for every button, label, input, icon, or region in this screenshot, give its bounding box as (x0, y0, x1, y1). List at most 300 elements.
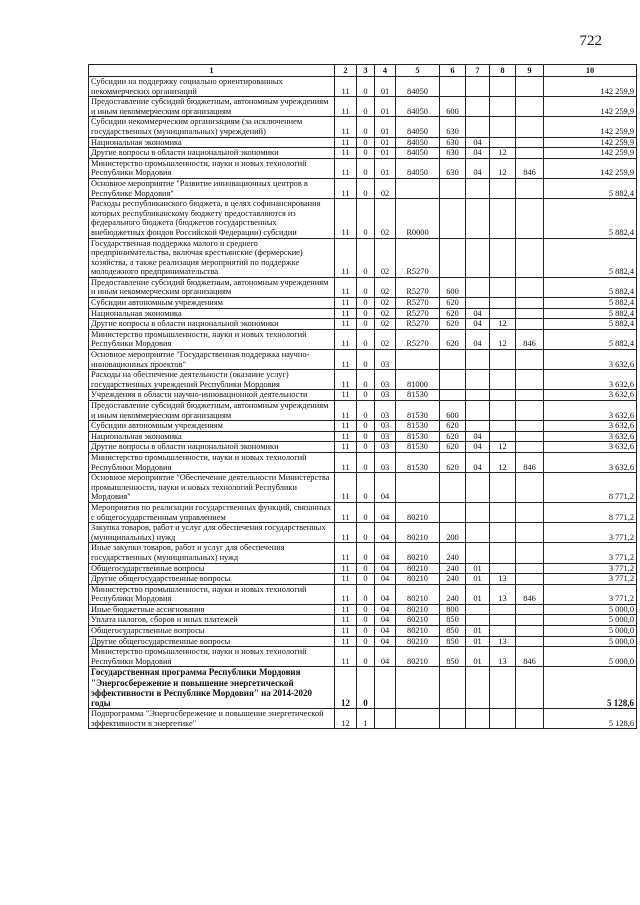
code-cell: 12 (490, 452, 516, 472)
amount-cell: 5 882,4 (544, 308, 637, 319)
code-cell: 80210 (396, 636, 440, 647)
amount-cell: 142 259,9 (544, 148, 637, 159)
amount-cell: 142 259,9 (544, 77, 637, 97)
row-name-cell: Другие общегосударственные вопросы (89, 574, 335, 585)
amount-cell: 3 632,6 (544, 452, 637, 472)
code-cell (490, 390, 516, 401)
code-cell (490, 667, 516, 709)
code-cell: 0 (357, 452, 375, 472)
code-cell: 02 (375, 178, 396, 198)
code-cell: 0 (357, 543, 375, 563)
code-cell (516, 319, 544, 330)
code-cell (440, 667, 466, 709)
code-cell (490, 473, 516, 503)
code-cell: R5270 (396, 308, 440, 319)
code-cell (490, 308, 516, 319)
code-cell: 80210 (396, 626, 440, 637)
table-row (89, 563, 637, 574)
code-cell: 11 (335, 117, 357, 137)
row-name-cell: Министерство промышленности, науки и новых технологий Республики Мордовия (89, 452, 335, 472)
code-cell (466, 298, 490, 309)
table-row (89, 77, 637, 97)
code-cell: 630 (440, 158, 466, 178)
code-cell (490, 277, 516, 297)
code-cell (466, 350, 490, 370)
row-name-cell: Предоставление субсидий бюджетным, автономным учреждениям и иным некоммерческим организациям (89, 97, 335, 117)
code-cell (466, 615, 490, 626)
code-cell: 620 (440, 308, 466, 319)
code-cell (466, 370, 490, 390)
amount-cell: 5 882,4 (544, 238, 637, 277)
code-cell: 0 (357, 502, 375, 522)
column-header: 4 (375, 65, 396, 77)
code-cell (466, 421, 490, 432)
code-cell: 11 (335, 563, 357, 574)
amount-cell: 3 771,2 (544, 563, 637, 574)
code-cell (516, 390, 544, 401)
code-cell (516, 350, 544, 370)
code-cell: 02 (375, 308, 396, 319)
amount-cell: 3 771,2 (544, 543, 637, 563)
code-cell: 02 (375, 238, 396, 277)
row-name-cell: Предоставление субсидий бюджетным, автономным учреждениям и иным некоммерческим организациям (89, 401, 335, 421)
code-cell: 0 (357, 431, 375, 442)
table-row (89, 584, 637, 604)
code-cell (466, 277, 490, 297)
amount-cell: 3 771,2 (544, 523, 637, 543)
table-row (89, 431, 637, 442)
code-cell (440, 350, 466, 370)
code-cell: 0 (357, 308, 375, 319)
amount-cell: 3 771,2 (544, 584, 637, 604)
code-cell: 11 (335, 421, 357, 432)
table-row (89, 238, 637, 277)
code-cell (490, 77, 516, 97)
table-row (89, 502, 637, 522)
code-cell: 01 (466, 647, 490, 667)
amount-cell: 5 882,4 (544, 199, 637, 238)
amount-cell: 5 000,0 (544, 604, 637, 615)
table-row (89, 604, 637, 615)
code-cell: 240 (440, 574, 466, 585)
code-cell: 01 (466, 626, 490, 637)
code-cell (490, 350, 516, 370)
code-cell (516, 442, 544, 453)
table-row (89, 667, 637, 709)
row-name-cell: Министерство промышленности, науки и новых технологий Республики Мордовия (89, 647, 335, 667)
code-cell: 02 (375, 329, 396, 349)
code-cell: 84050 (396, 148, 440, 159)
code-cell (396, 709, 440, 729)
code-cell (466, 667, 490, 709)
code-cell: 81530 (396, 442, 440, 453)
code-cell: 11 (335, 329, 357, 349)
code-cell (516, 77, 544, 97)
code-cell: 0 (357, 350, 375, 370)
code-cell: 846 (516, 647, 544, 667)
amount-cell: 5 128,6 (544, 709, 637, 729)
amount-cell: 3 632,6 (544, 421, 637, 432)
code-cell: 11 (335, 442, 357, 453)
row-name-cell: Закупка товаров, работ и услуг для обеспечения государственных (муниципальных) нужд (89, 523, 335, 543)
code-cell: 13 (490, 574, 516, 585)
row-name-cell: Субсидии автономным учреждениям (89, 298, 335, 309)
code-cell: 04 (466, 308, 490, 319)
code-cell: 13 (490, 647, 516, 667)
code-cell: 0 (357, 97, 375, 117)
code-cell: 240 (440, 584, 466, 604)
amount-cell: 3 632,6 (544, 350, 637, 370)
code-cell: 81530 (396, 401, 440, 421)
amount-cell: 5 882,4 (544, 298, 637, 309)
code-cell (490, 298, 516, 309)
code-cell (490, 709, 516, 729)
code-cell (516, 199, 544, 238)
table-row (89, 574, 637, 585)
code-cell: 12 (490, 148, 516, 159)
code-cell: 0 (357, 77, 375, 97)
code-cell: 84050 (396, 97, 440, 117)
code-cell: 04 (375, 604, 396, 615)
code-cell: 600 (440, 277, 466, 297)
column-header: 1 (89, 65, 335, 77)
amount-cell: 5 882,4 (544, 319, 637, 330)
code-cell (490, 97, 516, 117)
row-name-cell: Министерство промышленности, науки и новых технологий Республики Мордовия (89, 584, 335, 604)
row-name-cell: Субсидии автономным учреждениям (89, 421, 335, 432)
code-cell: 0 (357, 319, 375, 330)
amount-cell: 142 259,9 (544, 97, 637, 117)
code-cell: 11 (335, 401, 357, 421)
code-cell: 846 (516, 584, 544, 604)
code-cell (490, 137, 516, 148)
table-row (89, 199, 637, 238)
amount-cell: 3 771,2 (544, 574, 637, 585)
code-cell: 11 (335, 452, 357, 472)
code-cell: 11 (335, 626, 357, 637)
row-name-cell: Уплата налогов, сборов и иных платежей (89, 615, 335, 626)
code-cell: 1 (357, 709, 375, 729)
code-cell: 620 (440, 319, 466, 330)
column-header: 9 (516, 65, 544, 77)
code-cell: 11 (335, 431, 357, 442)
code-cell: 0 (357, 158, 375, 178)
row-name-cell: Министерство промышленности, науки и новых технологий Республики Мордовия (89, 158, 335, 178)
code-cell (466, 709, 490, 729)
code-cell: 0 (357, 574, 375, 585)
table-row (89, 148, 637, 159)
code-cell (396, 667, 440, 709)
code-cell (440, 199, 466, 238)
code-cell: 0 (357, 473, 375, 503)
code-cell: 850 (440, 647, 466, 667)
code-cell: 11 (335, 523, 357, 543)
code-cell: 11 (335, 647, 357, 667)
code-cell: 240 (440, 543, 466, 563)
budget-table (88, 64, 637, 729)
table-row (89, 452, 637, 472)
code-cell: 620 (440, 421, 466, 432)
table-row (89, 277, 637, 297)
code-cell: 11 (335, 238, 357, 277)
amount-cell: 5 882,4 (544, 178, 637, 198)
code-cell: 84050 (396, 137, 440, 148)
code-cell: 850 (440, 615, 466, 626)
code-cell: 11 (335, 308, 357, 319)
code-cell: 0 (357, 238, 375, 277)
code-cell: 80210 (396, 615, 440, 626)
row-name-cell: Подпрограмма "Энергосбережение и повышение энергетической эффективности в энергетике" (89, 709, 335, 729)
code-cell: 02 (375, 199, 396, 238)
code-cell: 04 (466, 148, 490, 159)
code-cell (490, 523, 516, 543)
code-cell: 240 (440, 563, 466, 574)
code-cell: 0 (357, 523, 375, 543)
code-cell: 01 (375, 148, 396, 159)
code-cell: 0 (357, 604, 375, 615)
table-row (89, 178, 637, 198)
code-cell: 04 (466, 452, 490, 472)
code-cell: 12 (490, 329, 516, 349)
code-cell (516, 709, 544, 729)
code-cell: 11 (335, 584, 357, 604)
code-cell: 04 (375, 502, 396, 522)
code-cell: 0 (357, 148, 375, 159)
code-cell: 11 (335, 277, 357, 297)
code-cell: 11 (335, 502, 357, 522)
code-cell (516, 137, 544, 148)
code-cell (466, 502, 490, 522)
row-name-cell: Государственная программа Республики Мордовия "Энергосбережение и повышение энергетической эффективности в Республике Мордовия" на 2014-2020 годы (89, 667, 335, 709)
column-header: 2 (335, 65, 357, 77)
row-name-cell: Расходы на обеспечение деятельности (оказание услуг) государственных учреждений Республики Мордовия (89, 370, 335, 390)
code-cell (466, 401, 490, 421)
code-cell: 03 (375, 442, 396, 453)
amount-cell: 5 000,0 (544, 647, 637, 667)
row-name-cell: Общегосударственные вопросы (89, 626, 335, 637)
amount-cell: 142 259,9 (544, 158, 637, 178)
table-row (89, 158, 637, 178)
code-cell: 12 (490, 319, 516, 330)
code-cell: 11 (335, 615, 357, 626)
code-cell (516, 636, 544, 647)
code-cell (516, 604, 544, 615)
code-cell (440, 238, 466, 277)
code-cell: 03 (375, 350, 396, 370)
code-cell (516, 574, 544, 585)
code-cell: 11 (335, 199, 357, 238)
code-cell (490, 370, 516, 390)
code-cell (375, 667, 396, 709)
code-cell: 0 (357, 667, 375, 709)
amount-cell: 3 632,6 (544, 370, 637, 390)
code-cell: 80210 (396, 543, 440, 563)
code-cell: 04 (375, 615, 396, 626)
code-cell: 11 (335, 350, 357, 370)
code-cell: 0 (357, 390, 375, 401)
column-header: 5 (396, 65, 440, 77)
code-cell: 04 (466, 431, 490, 442)
column-header: 8 (490, 65, 516, 77)
code-cell: 80210 (396, 647, 440, 667)
code-cell: 02 (375, 277, 396, 297)
code-cell (466, 238, 490, 277)
code-cell: 0 (357, 421, 375, 432)
code-cell: 03 (375, 390, 396, 401)
code-cell (490, 615, 516, 626)
code-cell: 11 (335, 148, 357, 159)
code-cell: 12 (335, 709, 357, 729)
code-cell: 620 (440, 298, 466, 309)
code-cell: 01 (375, 97, 396, 117)
code-cell (466, 77, 490, 97)
column-header: 7 (466, 65, 490, 77)
code-cell: 01 (466, 584, 490, 604)
code-cell: 0 (357, 647, 375, 667)
table-row (89, 319, 637, 330)
code-cell (490, 626, 516, 637)
code-cell (490, 431, 516, 442)
code-cell (516, 148, 544, 159)
code-cell: 0 (357, 137, 375, 148)
code-cell: 81530 (396, 431, 440, 442)
code-cell: 0 (357, 442, 375, 453)
code-cell: 81000 (396, 370, 440, 390)
code-cell (466, 390, 490, 401)
code-cell: 0 (357, 401, 375, 421)
amount-cell: 142 259,9 (544, 137, 637, 148)
code-cell: 01 (466, 636, 490, 647)
code-cell: 84050 (396, 77, 440, 97)
code-cell (466, 604, 490, 615)
table-row (89, 137, 637, 148)
code-cell (440, 473, 466, 503)
code-cell: 200 (440, 523, 466, 543)
code-cell (516, 238, 544, 277)
code-cell: 01 (466, 574, 490, 585)
amount-cell: 3 632,6 (544, 401, 637, 421)
code-cell (466, 523, 490, 543)
code-cell: 620 (440, 431, 466, 442)
code-cell: 04 (375, 574, 396, 585)
code-cell (516, 502, 544, 522)
row-name-cell: Иные закупки товаров, работ и услуг для обеспечения государственных (муниципальных) нужд (89, 543, 335, 563)
amount-cell: 3 632,6 (544, 390, 637, 401)
code-cell (440, 178, 466, 198)
table-row (89, 308, 637, 319)
table-body (89, 77, 637, 729)
amount-cell: 5 882,4 (544, 329, 637, 349)
code-cell: 630 (440, 148, 466, 159)
code-cell: R5270 (396, 238, 440, 277)
code-cell: R5270 (396, 329, 440, 349)
code-cell: 12 (335, 667, 357, 709)
row-name-cell: Основное мероприятие "Обеспечение деятельности Министерства промышленности, науки и новых технологий Республики Мордовия" (89, 473, 335, 503)
code-cell: 620 (440, 442, 466, 453)
code-cell (516, 277, 544, 297)
code-cell (396, 350, 440, 370)
code-cell (440, 709, 466, 729)
code-cell: 630 (440, 117, 466, 137)
code-cell: 0 (357, 277, 375, 297)
row-name-cell: Министерство промышленности, науки и новых технологий Республики Мордовия (89, 329, 335, 349)
code-cell: 0 (357, 626, 375, 637)
code-cell (516, 563, 544, 574)
row-name-cell: Расходы республиканского бюджета, в целях софинансирования которых республиканскому бюджету предоставляются из федерального бюджета (бюджетов государственных внебюджетных фондов Российской Федерации) субсидии (89, 199, 335, 238)
code-cell: 80210 (396, 574, 440, 585)
table-row (89, 615, 637, 626)
row-name-cell: Учреждения в области научно-инновационной деятельности (89, 390, 335, 401)
code-cell: 84050 (396, 117, 440, 137)
code-cell (466, 117, 490, 137)
code-cell: 850 (440, 626, 466, 637)
table-row (89, 647, 637, 667)
code-cell: 04 (375, 523, 396, 543)
row-name-cell: Национальная экономика (89, 431, 335, 442)
column-header: 3 (357, 65, 375, 77)
code-cell: 0 (357, 615, 375, 626)
code-cell: 04 (466, 319, 490, 330)
amount-cell: 3 632,6 (544, 431, 637, 442)
code-cell: 0 (357, 178, 375, 198)
code-cell: R5270 (396, 277, 440, 297)
code-cell (516, 667, 544, 709)
code-cell (466, 473, 490, 503)
code-cell: 0 (357, 298, 375, 309)
page-number: 722 (579, 33, 602, 49)
table-row (89, 421, 637, 432)
code-cell (490, 563, 516, 574)
table-row (89, 626, 637, 637)
code-cell (516, 308, 544, 319)
table-row (89, 329, 637, 349)
row-name-cell: Предоставление субсидий бюджетным, автономным учреждениям и иным некоммерческим организациям (89, 277, 335, 297)
code-cell: 03 (375, 370, 396, 390)
code-cell: 03 (375, 431, 396, 442)
code-cell: 80210 (396, 584, 440, 604)
code-cell (466, 543, 490, 563)
code-cell (466, 97, 490, 117)
code-cell: 11 (335, 636, 357, 647)
code-cell: 04 (375, 584, 396, 604)
table-row (89, 298, 637, 309)
amount-cell: 8 771,2 (544, 473, 637, 503)
code-cell (516, 298, 544, 309)
code-cell: 11 (335, 543, 357, 563)
row-name-cell: Другие вопросы в области национальной экономики (89, 148, 335, 159)
code-cell: 01 (375, 158, 396, 178)
code-cell: 02 (375, 298, 396, 309)
code-cell (396, 178, 440, 198)
amount-cell: 3 632,6 (544, 442, 637, 453)
code-cell (516, 626, 544, 637)
code-cell (375, 709, 396, 729)
code-cell: 04 (375, 626, 396, 637)
code-cell: R5270 (396, 298, 440, 309)
code-cell: 12 (490, 158, 516, 178)
code-cell: 80210 (396, 604, 440, 615)
row-name-cell: Мероприятия по реализации государственных функций, связанных с общегосударственным управлением (89, 502, 335, 522)
row-name-cell: Государственная поддержка малого и среднего предпринимательства, включая крестьянские (фермерские) хозяйства, а также реализация мероприятий по поддержке молодежного предпринимательства (89, 238, 335, 277)
amount-cell: 142 259,9 (544, 117, 637, 137)
code-cell: 0 (357, 636, 375, 647)
code-cell: 80210 (396, 502, 440, 522)
code-cell: 04 (466, 158, 490, 178)
row-name-cell: Основное мероприятие "Развитие инновационных центров в Республике Мордовия" (89, 178, 335, 198)
row-name-cell: Другие общегосударственные вопросы (89, 636, 335, 647)
code-cell (516, 615, 544, 626)
code-cell (490, 543, 516, 563)
